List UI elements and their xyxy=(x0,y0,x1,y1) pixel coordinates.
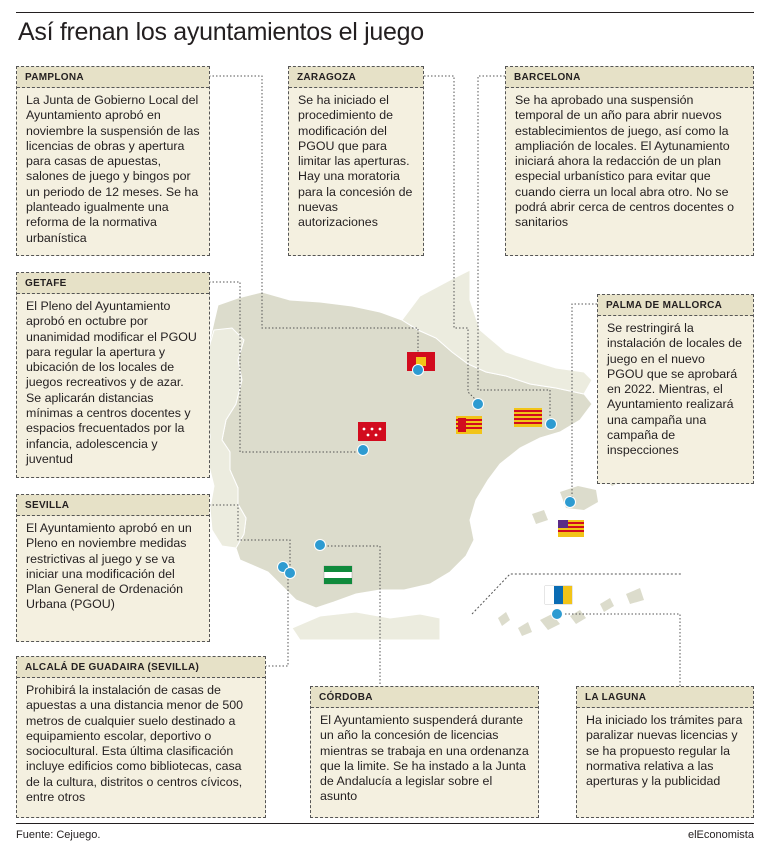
box-laguna xyxy=(576,686,754,818)
dot-zaragoza[interactable] xyxy=(472,398,484,410)
bottom-rule xyxy=(16,823,754,824)
box-pamplona xyxy=(16,66,210,256)
box-alcala-text: Prohibirá la instalación de casas de apuestas a una distancia menor de 500 metros de cualquier suelo destinado a equipamiento escolar, deportivo o sociocultural. Esta última clasificación incluye edificios como bibliotecas, casa de la cultura, distritos o centros cívicos, entre otros xyxy=(26,683,243,805)
dot-pamplona[interactable] xyxy=(412,364,424,376)
flag-aragon-icon xyxy=(456,416,482,434)
box-zaragoza-text: Se ha iniciado el procedimiento de modificación del PGOU que para limitar las aperturas. Hay una moratoria para la concesión de nuevas autorizaciones xyxy=(298,93,413,230)
dot-laguna[interactable] xyxy=(551,608,563,620)
box-getafe-title: GETAFE xyxy=(17,273,209,294)
canary-island-5 xyxy=(600,598,614,612)
source-credit: Fuente: Cejuego. xyxy=(16,829,101,841)
flag-madrid-icon xyxy=(358,422,386,441)
box-sevilla-title: SEVILLA xyxy=(17,495,209,516)
dot-getafe[interactable] xyxy=(357,444,369,456)
flag-catalonia-icon xyxy=(514,408,542,427)
box-alcala-title: ALCALÁ DE GUADAIRA (SEVILLA) xyxy=(17,657,265,678)
box-cordoba-text: El Ayuntamiento suspenderá durante un año la concesión de licencias mientras se trabaja en una ordenanza que la limite. Se ha instado a la Junta de Andalucía a legislar sobre el asunto xyxy=(320,713,529,804)
box-getafe-text: El Pleno del Ayuntamiento aprobó en octubre por unanimidad modificar el PGOU para regular la apertura y ubicación de los locales de juegos recreativos y de azar. Se aplicarán distancias mínimas a centros docentes y espacios frecuentados por la infancia, adolescencia y juventud xyxy=(26,299,197,466)
canary-inset-frame xyxy=(472,574,682,614)
flag-baleares-icon xyxy=(558,520,584,537)
box-laguna-title: LA LAGUNA xyxy=(577,687,753,708)
box-cordoba-title: CÓRDOBA xyxy=(311,687,538,708)
africa-shape xyxy=(292,612,440,640)
canary-island-2 xyxy=(518,622,532,636)
box-alcala xyxy=(16,656,266,818)
box-pamplona-text: La Junta de Gobierno Local del Ayuntamiento aprobó en noviembre la suspensión de las licencias de obras y apertura para casas de apuestas, salones de juego y bingos por un periodo de 12 meses. Se ha planteado igualmente una reforma de la normativa urbanística xyxy=(26,93,200,245)
box-laguna-text: Ha iniciado los trámites para paralizar nuevas licencias y se ha propuesto regular la normativa relativa a las aperturas y la publicidad xyxy=(586,713,743,789)
box-getafe xyxy=(16,272,210,478)
box-barcelona-text: Se ha aprobado una suspensión temporal de un año para abrir nuevos establecimientos de juego, así como la ampliación de locales. El Aytunamiento iniciará ahora la redacción de un plan especial urbanístico para evitar que cuando cierra un local abra otro. No se podrá abrir cerca de centros docentes o sanitarios xyxy=(515,93,735,230)
box-barcelona xyxy=(505,66,754,256)
box-zaragoza-title: ZARAGOZA xyxy=(289,67,423,88)
box-palma-title: PALMA DE MALLORCA xyxy=(598,295,753,316)
canary-island-6 xyxy=(626,588,644,604)
box-palma-text: Se restringirá la instalación de locales de juego en el nuevo PGOU que se aprobará en 2022. Mientras, el Ayuntamiento realizará una campaña una campaña de inspecciones xyxy=(607,321,743,458)
box-zaragoza xyxy=(288,66,424,256)
flag-canarias-icon xyxy=(545,586,572,604)
box-barcelona-title: BARCELONA xyxy=(506,67,753,88)
dot-barcelona[interactable] xyxy=(545,418,557,430)
peninsula-shape xyxy=(210,292,592,608)
box-sevilla-text: El Ayuntamiento aprobó en un Pleno en noviembre medidas restrictivas al juego y se va iniciar una modificación del Plan General de Ordenación Urbana (PGOU) xyxy=(26,521,192,612)
leader-laguna xyxy=(560,614,680,686)
box-sevilla xyxy=(16,494,210,642)
brand-name: elEconomista xyxy=(687,829,754,841)
dot-alcala[interactable] xyxy=(284,567,296,579)
dot-cordoba[interactable] xyxy=(314,539,326,551)
dot-palma[interactable] xyxy=(564,496,576,508)
box-cordoba xyxy=(310,686,539,818)
canary-island-4 xyxy=(570,610,586,624)
canary-island-1 xyxy=(498,612,510,626)
flag-andalucia-icon xyxy=(324,566,352,584)
box-pamplona-title: PAMPLONA xyxy=(17,67,209,88)
page-title: Así frenan los ayuntamientos el juego xyxy=(18,18,424,46)
ibiza-shape xyxy=(532,510,548,524)
box-palma xyxy=(597,294,754,484)
